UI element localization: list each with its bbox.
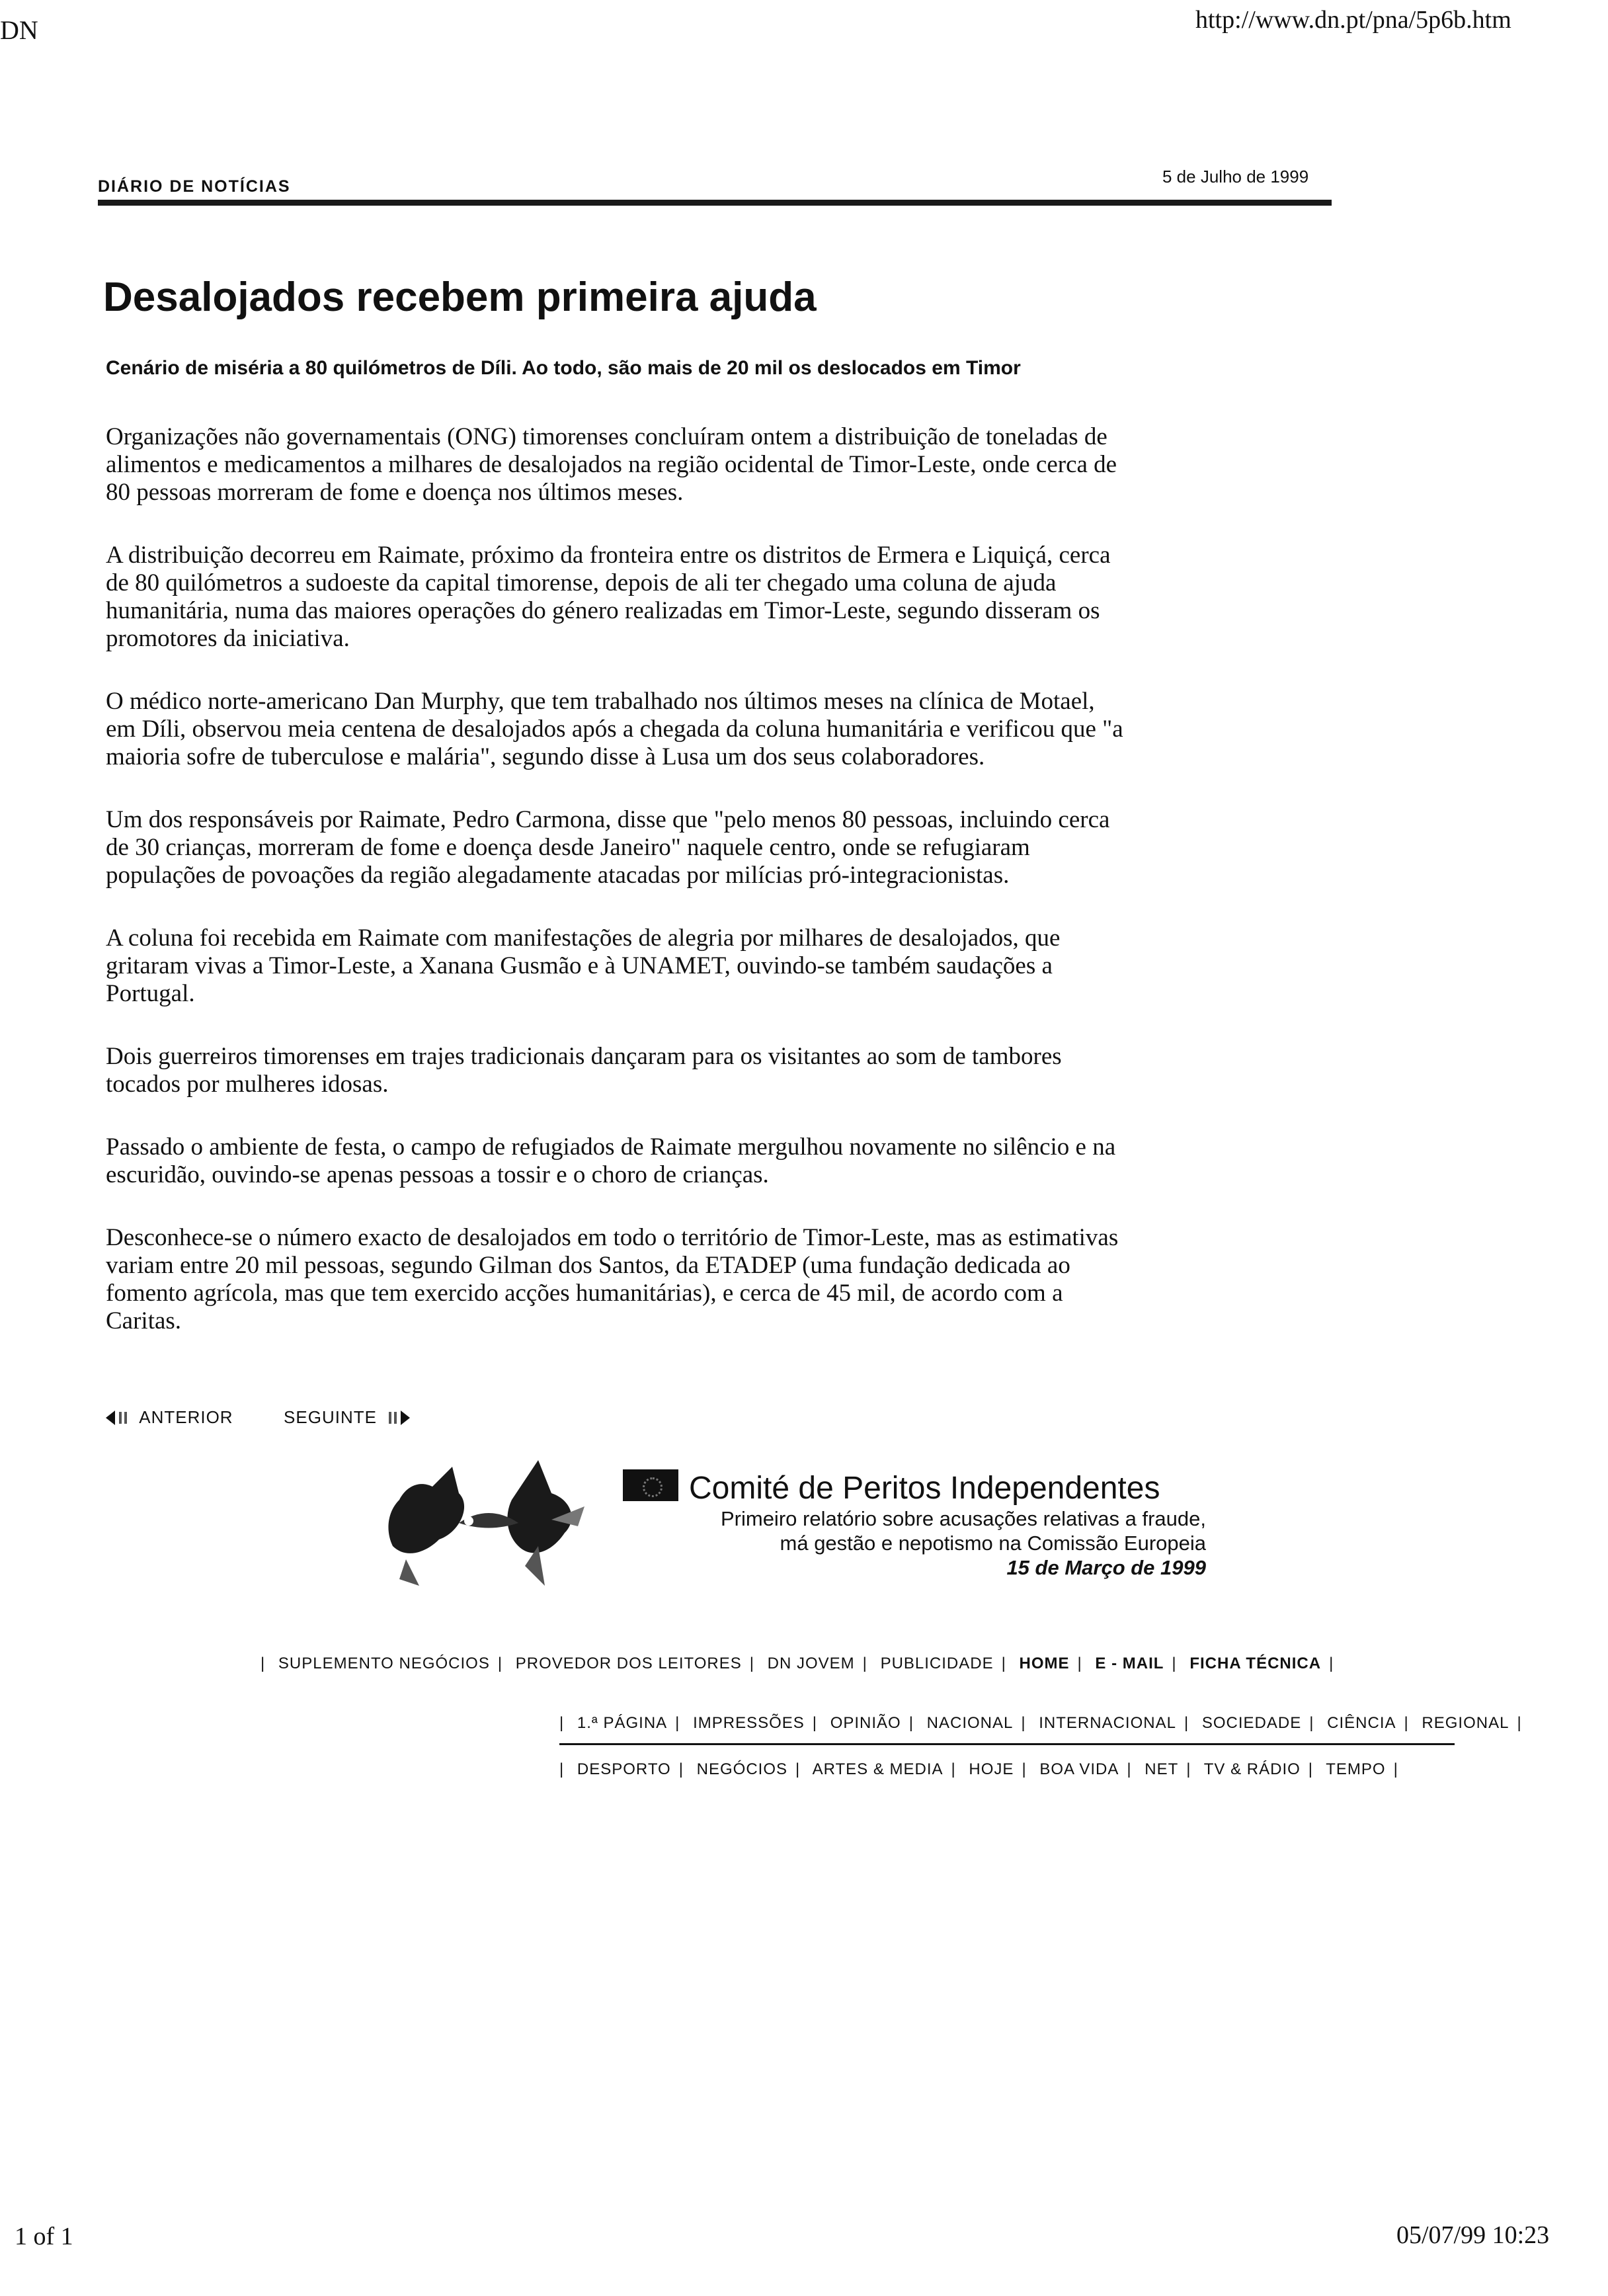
previous-article-label: ANTERIOR (139, 1407, 233, 1428)
banner-description (721, 1506, 1206, 1580)
nav-link-dn-jovem[interactable]: DN JOVEM (767, 1655, 855, 1672)
nav-link-sociedade[interactable]: SOCIEDADE (1201, 1714, 1302, 1732)
banner-line: má gestão e nepotismo na Comissão Europeia (780, 1532, 1206, 1555)
banner-date: 15 de Março de 1999 (1006, 1556, 1206, 1579)
article-paragraph: O médico norte-americano Dan Murphy, que tem trabalhado nos últimos meses na clínica de Motael, em Díli, observou meia centena de desalojados após a chegada da coluna humanitária e verificou que "a maioria sofre de tuberculose e malária", segundo disse à Lusa um dos seus colaboradores. (106, 688, 1123, 770)
site-nav-secondary: | SUPLEMENTO NEGÓCIOS | PROVEDOR DOS LEITORES | DN JOVEM | PUBLICIDADE | HOME | E - MAIL | FICHA TÉCNICA | (261, 1655, 1334, 1672)
previous-article-link[interactable] (104, 1407, 233, 1428)
eu-flag-icon (623, 1469, 678, 1501)
committee-logo (380, 1460, 598, 1592)
article-paragraph: Um dos responsáveis por Raimate, Pedro Carmona, disse que "pelo menos 80 pessoas, incluindo cerca de 30 crianças, morreram de fome e doença desde Janeiro" naquele centro, onde se refugiaram populações de povoações da região alegadamente atacadas por milícias pró-integracionistas. (106, 806, 1110, 889)
nav-link-primeira-pagina[interactable]: 1.ª PÁGINA (577, 1714, 668, 1732)
nav-link-opiniao[interactable]: OPINIÃO (830, 1714, 901, 1732)
nav-link-regional[interactable]: REGIONAL (1422, 1714, 1509, 1732)
nav-link-nacional[interactable]: NACIONAL (926, 1714, 1014, 1732)
nav-link-suplemento-negocios[interactable]: SUPLEMENTO NEGÓCIOS (278, 1655, 490, 1672)
banner-line: Primeiro relatório sobre acusações relativas a fraude, (720, 1507, 1206, 1530)
nav-link-artes-media[interactable]: ARTES & MEDIA (812, 1760, 944, 1778)
nav-link-boa-vida[interactable]: BOA VIDA (1039, 1760, 1119, 1778)
nav-link-negocios[interactable]: NEGÓCIOS (696, 1760, 787, 1778)
article-headline: Desalojados recebem primeira ajuda (103, 274, 817, 320)
article-lead: Cenário de miséria a 80 quilómetros de Díli. Ao todo, são mais de 20 mil os deslocados em Timor (106, 357, 1021, 379)
print-header-label: DN (0, 15, 38, 45)
nav-link-hoje[interactable]: HOJE (969, 1760, 1014, 1778)
nav-link-tv-radio[interactable]: TV & RÁDIO (1203, 1760, 1301, 1778)
article-paragraph: A coluna foi recebida em Raimate com manifestações de alegria por milhares de desalojados, que gritaram vivas a Timor-Leste, a Xanana Gusmão e à UNAMET, ouvindo-se também saudações a Portugal. (106, 924, 1061, 1007)
nav-link-home[interactable]: HOME (1019, 1655, 1070, 1672)
article-pagination (104, 1406, 411, 1428)
nav-link-net[interactable]: NET (1145, 1760, 1179, 1778)
print-page-count: 1 of 1 (15, 2223, 73, 2250)
next-article-link[interactable] (284, 1407, 411, 1428)
masthead-divider (98, 200, 1332, 206)
publication-date: 5 de Julho de 1999 (1162, 167, 1309, 186)
banner-title: Comité de Peritos Independentes (689, 1471, 1160, 1506)
nav-link-internacional[interactable]: INTERNACIONAL (1039, 1714, 1176, 1732)
article-paragraph: Passado o ambiente de festa, o campo de refugiados de Raimate mergulhou novamente no silêncio e na escuridão, ouvindo-se apenas pessoas a tossir e o choro de crianças. (106, 1133, 1116, 1188)
nav-link-provedor-dos-leitores[interactable]: PROVEDOR DOS LEITORES (515, 1655, 742, 1672)
masthead-logo[interactable]: DIÁRIO DE NOTÍCIAS (98, 177, 291, 196)
nav-link-tempo[interactable]: TEMPO (1326, 1760, 1386, 1778)
banner-title-row (623, 1469, 1160, 1506)
nav-link-ficha-tecnica[interactable]: FICHA TÉCNICA (1189, 1655, 1322, 1672)
print-header-url: http://www.dn.pt/pna/5p6b.htm (1195, 6, 1511, 34)
arrow-right-icon (382, 1408, 411, 1428)
nav-divider (559, 1743, 1455, 1745)
next-article-label: SEGUINTE (284, 1407, 377, 1428)
nav-link-ciencia[interactable]: CIÊNCIA (1327, 1714, 1396, 1732)
print-datetime: 05/07/99 10:23 (1396, 2221, 1550, 2249)
nav-link-publicidade[interactable]: PUBLICIDADE (880, 1655, 994, 1672)
site-nav-sections-2: | DESPORTO | NEGÓCIOS | ARTES & MEDIA | HOJE | BOA VIDA | NET | TV & RÁDIO | TEMPO | (559, 1760, 1398, 1778)
nav-link-impressoes[interactable]: IMPRESSÕES (693, 1714, 805, 1732)
nav-link-desporto[interactable]: DESPORTO (577, 1760, 671, 1778)
site-nav-sections: | 1.ª PÁGINA | IMPRESSÕES | OPINIÃO | NACIONAL | INTERNACIONAL | SOCIEDADE | CIÊNCIA | REGIONAL | (559, 1714, 1522, 1732)
article-paragraph: Organizações não governamentais (ONG) timorenses concluíram ontem a distribuição de toneladas de alimentos e medicamentos a milhares de desalojados na região ocidental de Timor-Leste, onde cerca de 80 pessoas morreram de fome e doença nos últimos meses. (106, 423, 1117, 506)
arrow-left-icon (104, 1408, 134, 1428)
article-paragraph: Desconhece-se o número exacto de desalojados em todo o território de Timor-Leste, mas as estimativas variam entre 20 mil pessoas, segundo Gilman dos Santos, da ETADEP (uma fundação dedicada ao fomento agrícola, mas que tem exercido acções humanitárias), e cerca de 45 mil, de acordo com a Caritas. (106, 1224, 1119, 1334)
nav-link-email[interactable]: E - MAIL (1095, 1655, 1164, 1672)
article-paragraph: A distribuição decorreu em Raimate, próximo da fronteira entre os distritos de Ermera e Liquiçá, cerca de 80 quilómetros a sudoeste da capital timorense, depois de ali ter chegado uma coluna de ajuda humanitária, numa das maiores operações do género realizadas em Timor-Leste, segundo disseram os promotores da iniciativa. (106, 542, 1111, 652)
article-body (106, 423, 1124, 1370)
committee-banner[interactable] (380, 1460, 1206, 1606)
article-paragraph: Dois guerreiros timorenses em trajes tradicionais dançaram para os visitantes ao som de tambores tocados por mulheres idosas. (106, 1043, 1062, 1098)
